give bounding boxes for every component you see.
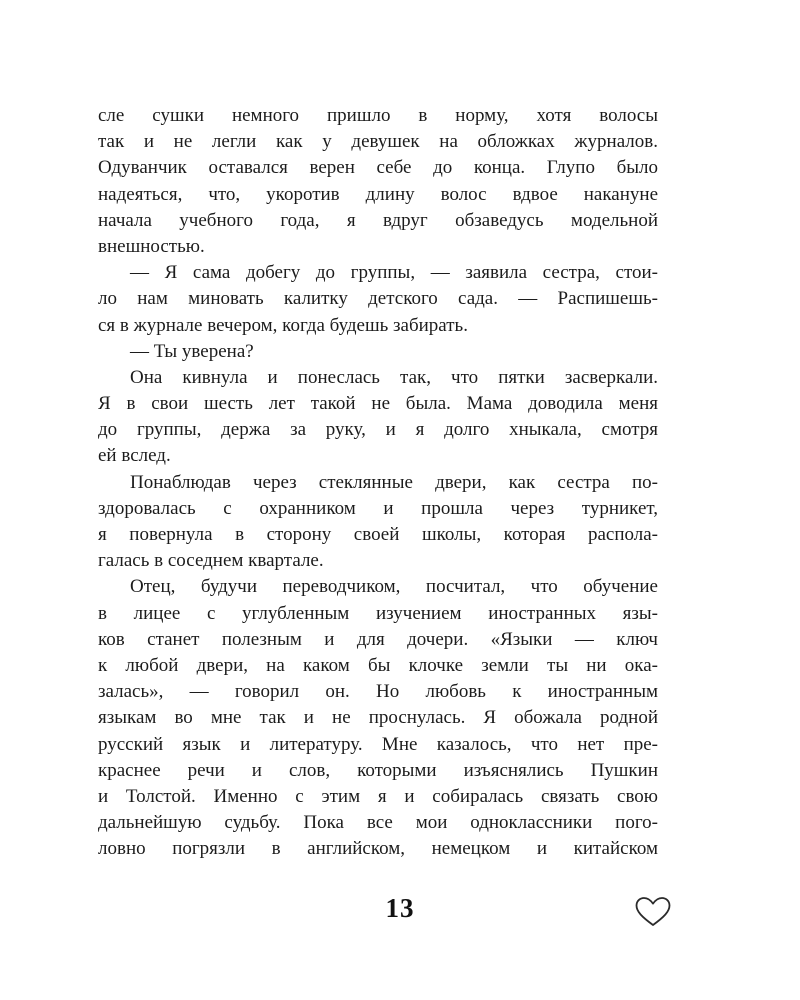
page-number: 13 [385, 893, 415, 923]
text-line: ло нам миновать калитку детского сада. — Распишешь- [98, 288, 658, 310]
text-line: надеяться, что, укоротив длину волос вдвое накануне [98, 183, 658, 205]
body-text [98, 103, 658, 862]
text-line: Она кивнула и понеслась так, что пятки засверкали. [130, 366, 658, 388]
text-line: дальнейшую судьбу. Пока все мои одноклассники пого- [98, 812, 658, 834]
text-line: ей вслед. [98, 445, 171, 467]
text-line: и Толстой. Именно с этим я и собиралась связать свою [98, 785, 658, 807]
text-line: ков станет полезным и для дочери. «Языки — ключ [98, 628, 658, 650]
text-line: к любой двери, на каком бы клочке земли ты ни ока- [98, 654, 658, 676]
text-line: внешностью. [98, 235, 205, 257]
text-line: русский язык и литературу. Мне казалось, что нет пре- [98, 733, 658, 755]
text-line: — Ты уверена? [130, 340, 254, 362]
text-line: ловно погрязли в английском, немецком и китайском [98, 838, 658, 860]
text-line: начала учебного года, я вдруг обзаведусь модельной [98, 209, 658, 231]
text-line: краснее речи и слов, которыми изъяснялись Пушкин [98, 759, 658, 781]
text-line: языкам во мне так и не проснулась. Я обожала родной [98, 707, 658, 729]
text-line: Одуванчик оставался верен себе до конца. Глупо было [98, 157, 658, 179]
text-line: ся в журнале вечером, когда будешь забирать. [98, 314, 468, 336]
text-line: так и не легли как у девушек на обложках журналов. [98, 131, 658, 153]
text-line: залась», — говорил он. Но любовь к иностранным [98, 681, 658, 703]
text-line: Отец, будучи переводчиком, посчитал, что обучение [130, 576, 658, 598]
text-line: — Я сама добегу до группы, — заявила сестра, стои- [130, 262, 658, 284]
text-line: галась в соседнем квартале. [98, 550, 324, 572]
text-line: сле сушки немного пришло в норму, хотя волосы [98, 105, 658, 126]
heart-outline-icon [634, 896, 672, 928]
text-line: в лицее с углубленным изучением иностранных язы- [98, 602, 658, 624]
text-line: Я в свои шесть лет такой не была. Мама доводила меня [98, 393, 658, 415]
text-line: до группы, держа за руку, и я долго хныкала, смотря [98, 419, 658, 441]
text-line: Понаблюдав через стеклянные двери, как сестра по- [130, 471, 658, 493]
text-line: я повернула в сторону своей школы, которая распола- [98, 524, 658, 545]
text-line: здоровалась с охранником и прошла через турникет, [98, 497, 658, 519]
